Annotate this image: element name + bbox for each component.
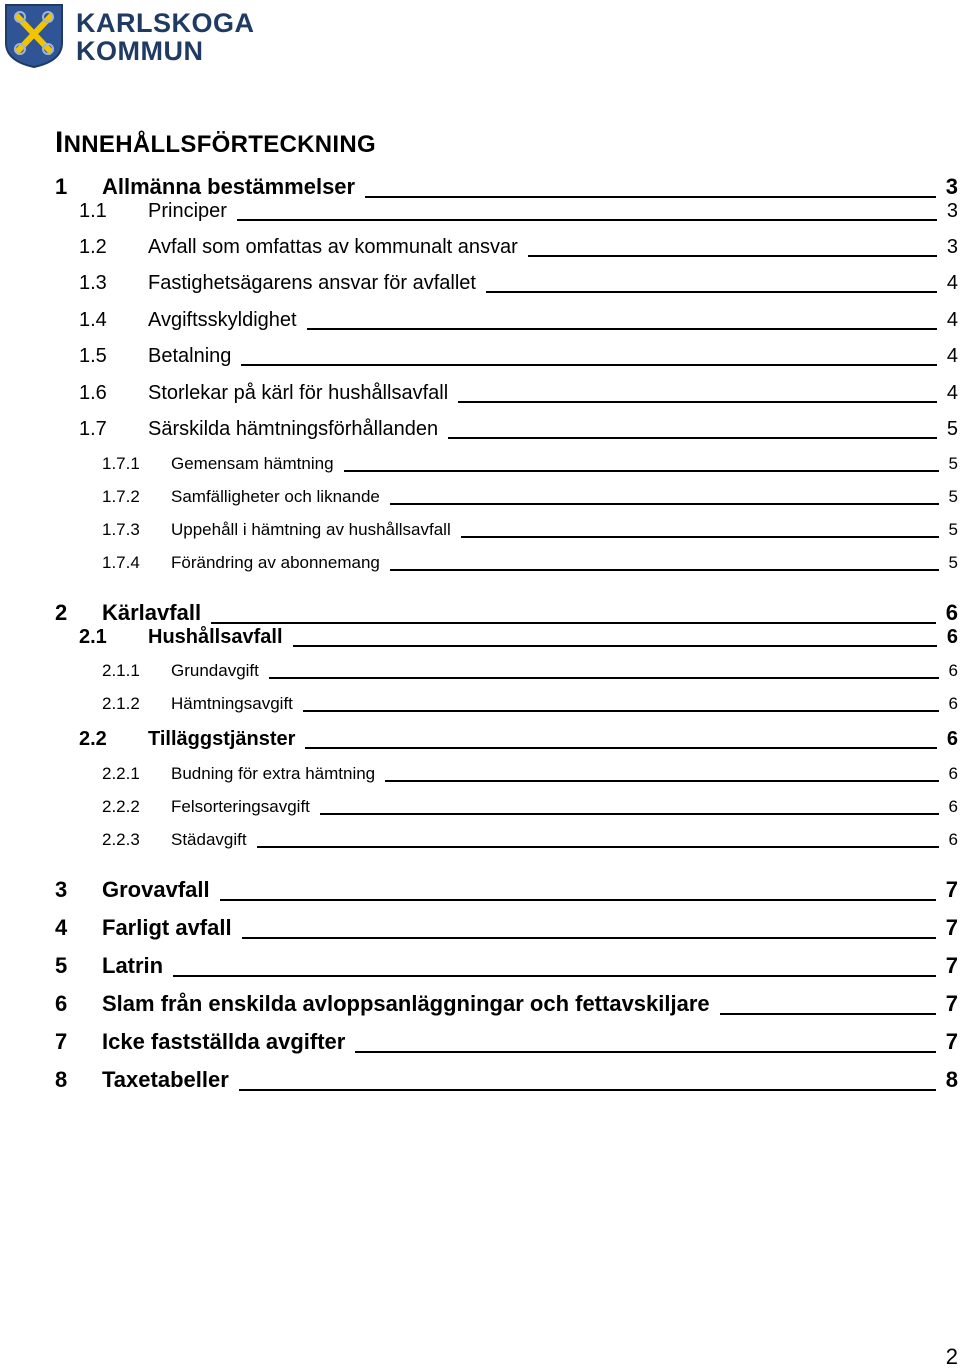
toc-entry-title: Fastighetsägarens ansvar för avfallet — [148, 272, 476, 294]
toc-entry-page: 6 — [948, 661, 958, 680]
toc-leader-line — [344, 470, 939, 472]
toc-entry-number: 3 — [55, 877, 68, 902]
toc-entry[interactable] — [0, 418, 960, 448]
toc-entry-number: 1.7.3 — [102, 520, 140, 539]
toc-entry-title: Avgiftsskyldighet — [148, 309, 297, 331]
toc-entry-page: 6 — [948, 764, 958, 783]
toc-entry-page: 7 — [945, 877, 958, 902]
toc-entry-title: Grundavgift — [171, 661, 259, 680]
toc-entry-title: Uppehåll i hämtning av hushållsavfall — [171, 520, 451, 539]
page-number: 2 — [945, 1344, 958, 1369]
toc-entry-page: 6 — [946, 626, 958, 648]
toc-entry-title: Avfall som omfattas av kommunalt ansvar — [148, 236, 518, 258]
toc-entry-number: 1.5 — [79, 345, 107, 367]
toc-entry-title: Icke fastställda avgifter — [102, 1029, 346, 1054]
toc-entry[interactable] — [0, 309, 960, 339]
toc-entry-number: 2.1.2 — [102, 694, 140, 713]
toc-entry-title: Latrin — [102, 953, 164, 978]
toc-entry-number: 2.2.2 — [102, 797, 140, 816]
toc-entry-page: 6 — [946, 728, 958, 750]
toc-heading-initial: I — [55, 126, 64, 159]
toc-entry[interactable] — [0, 236, 960, 266]
toc-entry[interactable] — [0, 345, 960, 375]
toc-entry-number: 1.2 — [79, 236, 107, 258]
toc-leader-line — [486, 291, 937, 293]
toc-entry-number: 1.6 — [79, 382, 107, 404]
toc-entry[interactable] — [0, 1029, 960, 1059]
toc-entry-title: Betalning — [148, 345, 232, 367]
toc-leader-line — [211, 622, 936, 624]
toc-entry-title: Förändring av abonnemang — [171, 553, 380, 572]
toc-entry-title: Särskilda hämtningsförhållanden — [148, 418, 439, 440]
toc-entry[interactable] — [0, 200, 960, 230]
toc-entry-title: Storlekar på kärl för hushållsavfall — [148, 382, 449, 404]
toc-heading-rest: NNEHÅLLSFÖRTECKNING — [63, 131, 376, 158]
toc-entry[interactable] — [0, 520, 960, 550]
toc-entry-title: Budning för extra hämtning — [171, 764, 376, 783]
toc-entry[interactable] — [0, 877, 960, 907]
toc-entry-title: Samfälligheter och liknande — [171, 487, 380, 506]
toc-entry[interactable] — [0, 694, 960, 724]
toc-leader-line — [241, 364, 937, 366]
toc-leader-line — [220, 899, 936, 901]
toc-leader-line — [237, 219, 937, 221]
toc-entry-number: 1.1 — [79, 200, 107, 222]
toc-leader-line — [257, 846, 939, 848]
toc-entry-page: 3 — [946, 236, 958, 258]
toc-entry-page: 6 — [945, 600, 958, 625]
toc-entry-number: 2.1 — [79, 626, 107, 648]
toc-entry-title: Principer — [148, 200, 227, 222]
toc-leader-line — [239, 1089, 936, 1091]
toc-entry[interactable] — [0, 487, 960, 517]
toc-entry-number: 2.2 — [79, 728, 107, 750]
toc-entry-number: 6 — [55, 991, 68, 1016]
toc-entry-page: 7 — [945, 953, 958, 978]
toc-entry[interactable] — [0, 764, 960, 794]
toc-entry[interactable] — [0, 953, 960, 983]
toc-entry[interactable] — [0, 1067, 960, 1097]
toc-leader-line — [390, 503, 939, 505]
toc-leader-line — [307, 328, 937, 330]
toc-entry-page: 5 — [948, 553, 958, 572]
toc-entry-number: 1.7.2 — [102, 487, 140, 506]
toc-entry[interactable] — [0, 915, 960, 945]
toc-entry-title: Städavgift — [171, 830, 247, 849]
toc-leader-line — [173, 975, 936, 977]
toc-leader-line — [269, 677, 939, 679]
toc-entry[interactable] — [0, 553, 960, 583]
toc-entry-page: 7 — [945, 991, 958, 1016]
toc-entry-number: 2.1.1 — [102, 661, 140, 680]
toc-entry[interactable] — [0, 272, 960, 302]
toc-entry-title: Hämtningsavgift — [171, 694, 293, 713]
toc-leader-line — [458, 401, 937, 403]
toc-entry-page: 4 — [946, 382, 958, 404]
toc-entry-title: Hushållsavfall — [148, 626, 283, 648]
toc-entry[interactable] — [0, 991, 960, 1021]
toc-entry-title: Farligt avfall — [102, 915, 232, 940]
toc-entry-number: 1.4 — [79, 309, 107, 331]
toc-entry-title: Slam från enskilda avloppsanläggningar och fettavskiljare — [102, 991, 710, 1016]
toc-entry-number: 8 — [55, 1067, 68, 1092]
toc-entry[interactable] — [0, 382, 960, 412]
toc-leader-line — [448, 437, 937, 439]
toc-leader-line — [385, 780, 939, 782]
toc-entry[interactable] — [0, 454, 960, 484]
toc-entry-number: 1.3 — [79, 272, 107, 294]
toc-entry-page: 6 — [948, 830, 958, 849]
toc-leader-line — [461, 536, 939, 538]
toc-entry-page: 5 — [946, 418, 958, 440]
toc-leader-line — [303, 710, 939, 712]
toc-entry-page: 4 — [946, 309, 958, 331]
toc-entry-title: Kärlavfall — [102, 600, 202, 625]
toc-leader-line — [365, 196, 936, 198]
toc-leader-line — [390, 569, 939, 571]
toc-entry-title: Taxetabeller — [102, 1067, 229, 1092]
toc-entry-number: 1.7.1 — [102, 454, 140, 473]
toc-entry-number: 5 — [55, 953, 68, 978]
toc-leader-line — [320, 813, 939, 815]
toc-entry[interactable] — [0, 661, 960, 691]
toc-entry-title: Gemensam hämtning — [171, 454, 334, 473]
toc-entry[interactable] — [0, 830, 960, 860]
toc-entry[interactable] — [0, 797, 960, 827]
toc-entry-page: 7 — [945, 1029, 958, 1054]
toc-leader-line — [720, 1013, 936, 1015]
toc-leader-line — [528, 255, 937, 257]
toc-entry-number: 2 — [55, 600, 68, 625]
toc-leader-line — [355, 1051, 936, 1053]
toc-entry-number: 4 — [55, 915, 68, 940]
logo-line-1: KARLSKOGA — [76, 8, 255, 38]
toc-entry-number: 2.2.1 — [102, 764, 140, 783]
toc-leader-line — [305, 747, 937, 749]
toc-entry-page: 4 — [946, 272, 958, 294]
toc-entry-number: 1.7 — [79, 418, 107, 440]
toc-entry[interactable] — [0, 626, 960, 656]
logo-line-2: KOMMUN — [76, 36, 204, 66]
toc-entry-number: 1 — [55, 174, 68, 199]
toc-entry-page: 5 — [948, 520, 958, 539]
toc-entry[interactable] — [0, 728, 960, 758]
toc-entry-page: 6 — [948, 797, 958, 816]
toc-entry-number: 7 — [55, 1029, 68, 1054]
toc-entry-title: Grovavfall — [102, 877, 210, 902]
toc-entry-page: 3 — [946, 200, 958, 222]
toc-entry-page: 5 — [948, 487, 958, 506]
toc-entry-title: Tilläggstjänster — [148, 728, 296, 750]
toc-entry-page: 4 — [946, 345, 958, 367]
toc-entry-title: Felsorteringsavgift — [171, 797, 310, 816]
toc-entry-number: 1.7.4 — [102, 553, 140, 572]
toc-entry-page: 8 — [945, 1067, 958, 1092]
toc-entry-page: 7 — [945, 915, 958, 940]
toc-entry-page: 6 — [948, 694, 958, 713]
toc-leader-line — [242, 937, 936, 939]
toc-entry-page: 3 — [945, 174, 958, 199]
toc-leader-line — [293, 645, 937, 647]
toc-entry-title: Allmänna bestämmelser — [102, 174, 356, 199]
toc-entry-page: 5 — [948, 454, 958, 473]
toc-entry-number: 2.2.3 — [102, 830, 140, 849]
